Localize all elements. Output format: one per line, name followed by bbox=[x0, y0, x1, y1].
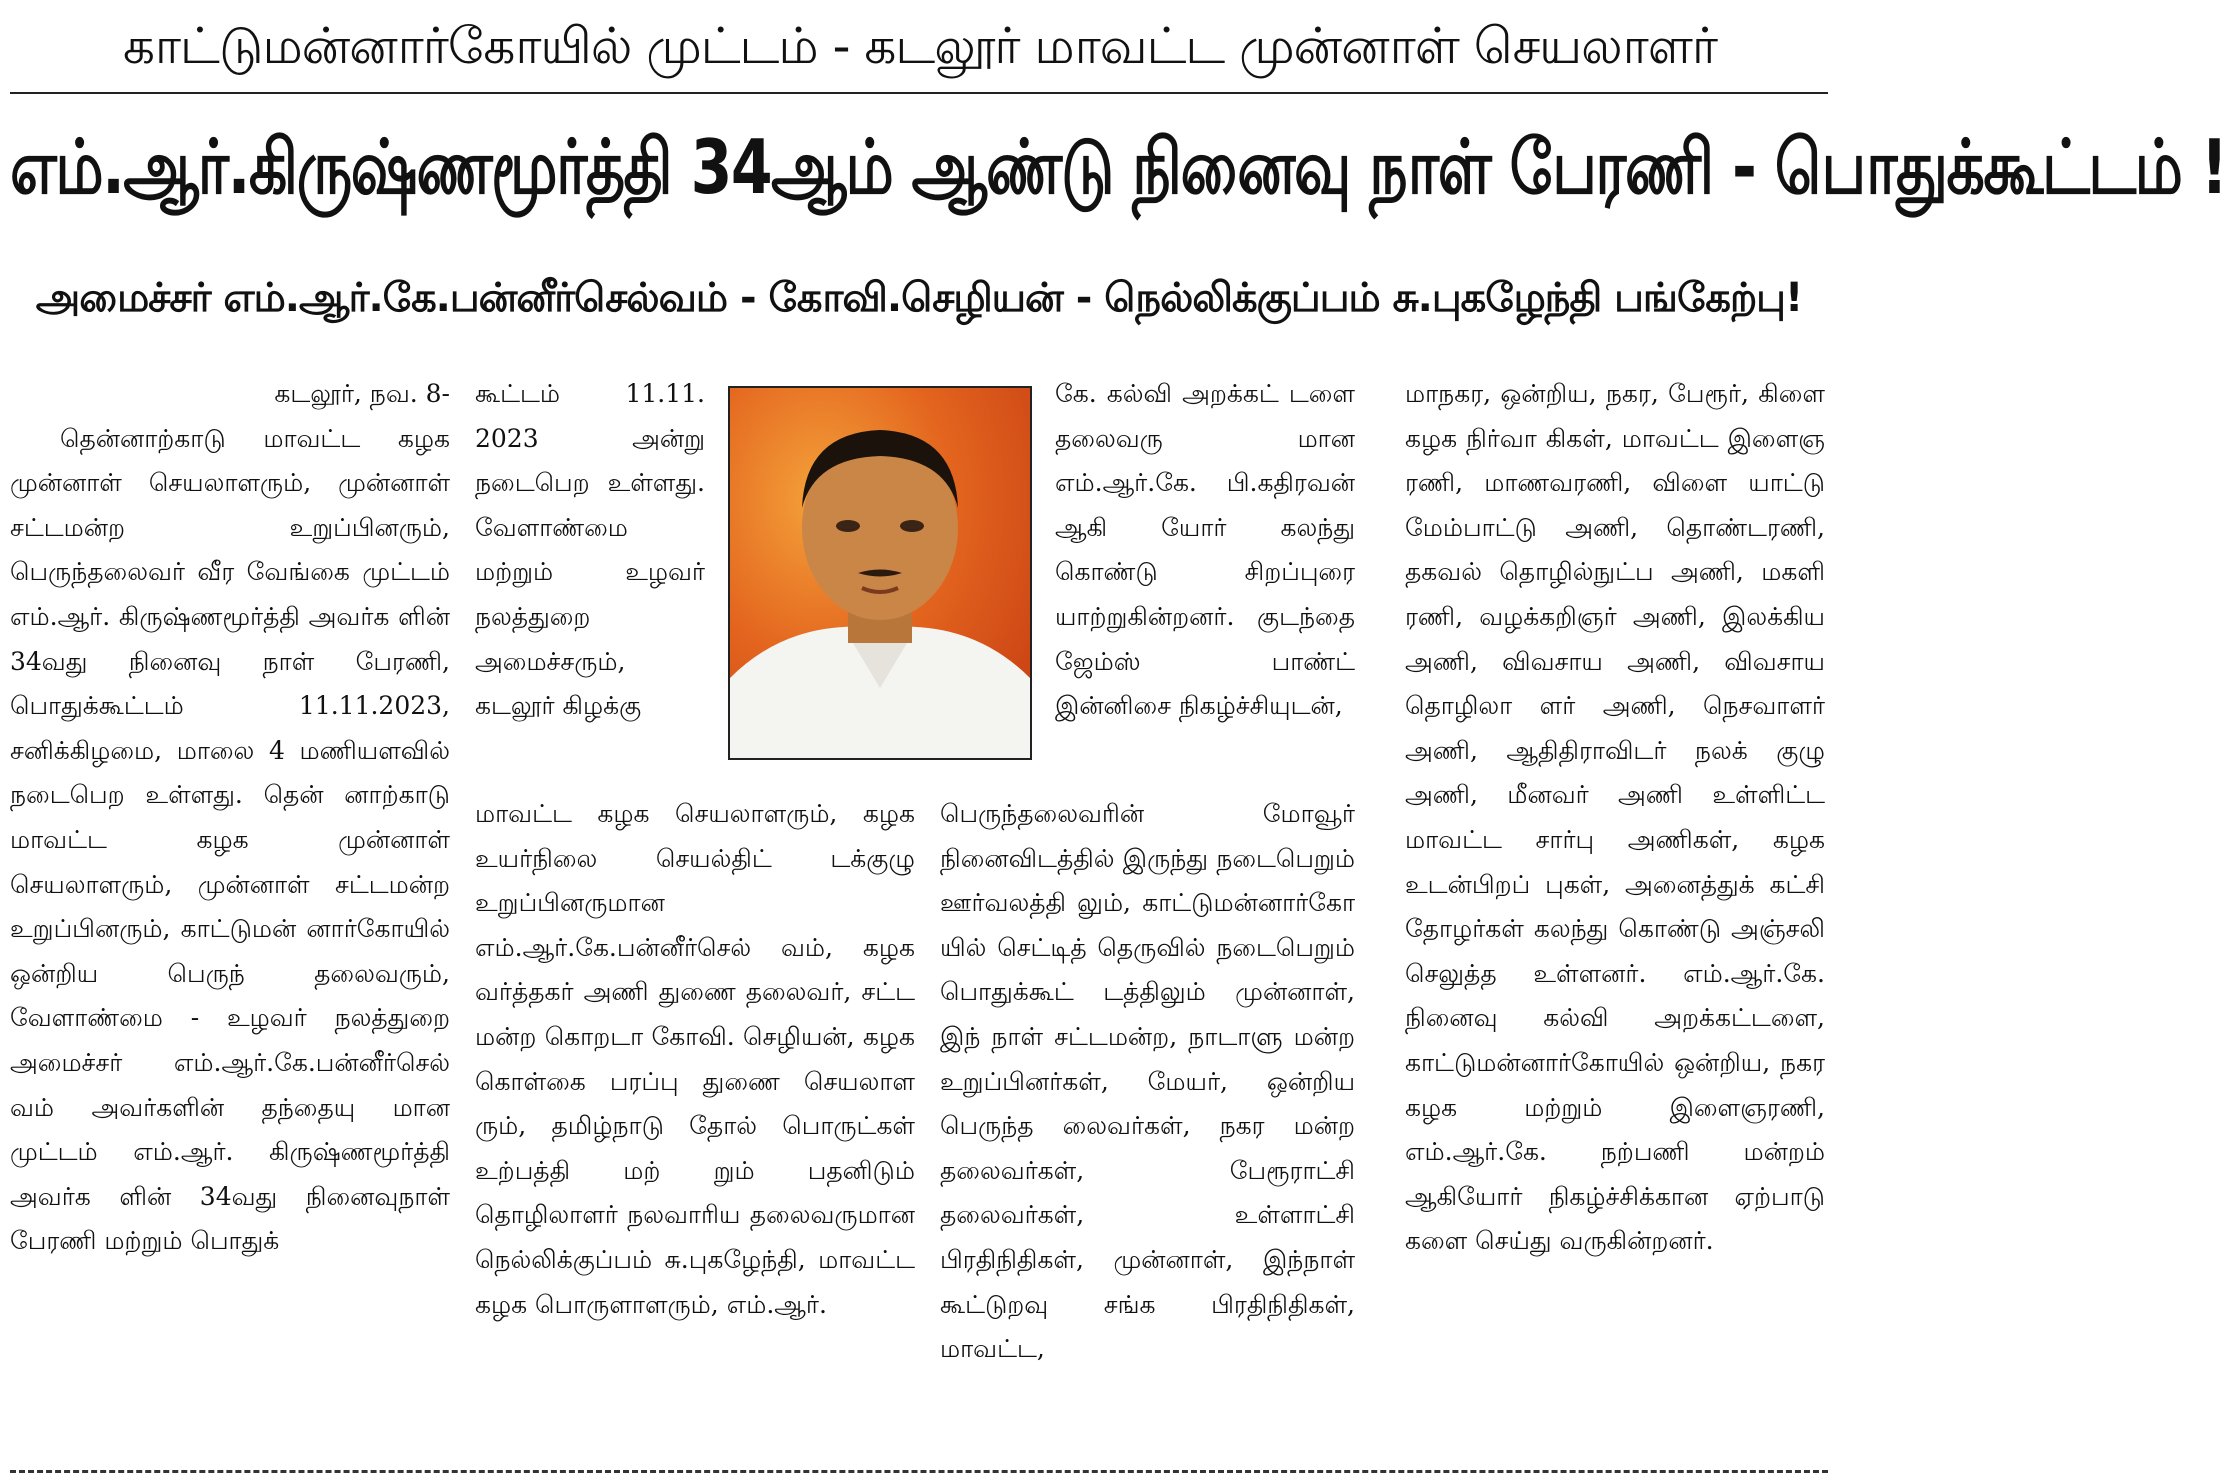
column-2b-text: மாவட்ட கழக செயலாளரும், கழக உயர்நிலை செயல்திட் டக்குழு உறுப்பினருமான எம்.ஆர்.கே.பன்னீர்செல் வம், கழக வர்த்தகர் அணி துணை தலைவர், சட்ட மன்ற கொறடா கோவி. செழியன், கழக கொள்கை பரப்பு துணை செயலாள ரும், தமிழ்நாடு தோல் பொருட்கள் உற்பத்தி மற் றும் பதனிடும் தொழிலாளர் நலவாரிய தலைவருமான நெல்லிக்குப்பம் சு.புகழேந்தி, மாவட்ட கழக பொருளாளரும், எம்.ஆர். bbox=[475, 799, 915, 1319]
article-column-4 bbox=[1405, 372, 1825, 1452]
article-column-2-top bbox=[475, 372, 705, 792]
main-headline: எம்.ஆர்.கிருஷ்ணமூர்த்தி 34ஆம் ஆண்டு நினைவு நாள் பேரணி - பொதுக்கூட்டம் ! bbox=[10, 124, 2227, 212]
sub-headline: அமைச்சர் எம்.ஆர்.கே.பன்னீர்செல்வம் - கோவி.செழியன் - நெல்லிக்குப்பம் சு.புகழேந்தி பங்கேற்பு! bbox=[35, 275, 1803, 321]
column-2a-text: கூட்டம் 11.11. 2023 அன்று நடைபெற உள்ளது. வேளாண்மை மற்றும் உழவர் நலத்துறை அமைச்சரும், கடலூர் கிழக்கு bbox=[475, 379, 705, 721]
column-3a-text: கே. கல்வி அறக்கட் டளை தலைவரு மான எம்.ஆர்.கே. பி.கதிரவன் ஆகி யோர் கலந்து கொண்டு சிறப்புரை யாற்றுகின்றனர். குடந்தை ஜேம்ஸ் பாண்ட் இன்னிசை நிகழ்ச்சியுடன், bbox=[1055, 379, 1355, 721]
article-column-2-bottom bbox=[475, 792, 915, 1452]
dateline: கடலூர், நவ. 8- bbox=[274, 379, 450, 408]
article-column-1 bbox=[10, 372, 450, 1452]
article-column-3-bottom bbox=[940, 792, 1355, 1452]
column-4-text: மாநகர, ஒன்றிய, நகர, பேரூர், கிளை கழக நிர்வா கிகள், மாவட்ட இளைஞ ரணி, மாணவரணி, விளை யாட்டு மேம்பாட்டு அணி, தொண்டரணி, தகவல் தொழில்நுட்ப அணி, மகளி ரணி, வழக்கறிஞர் அணி, இலக்கிய அணி, விவசாய அணி, விவசாய தொழிலா ளர் அணி, நெசவாளர் அணி, ஆதிதிராவிடர் நலக் குழு அணி, மீனவர் அணி உள்ளிட்ட மாவட்ட சார்பு அணிகள், கழக உடன்பிறப் புகள், அனைத்துக் கட்சி தோழர்கள் கலந்து கொண்டு அஞ்சலி செலுத்த உள்ளனர். எம்.ஆர்.கே. நினைவு கல்வி அறக்கட்டளை, காட்டுமன்னார்கோயில் ஒன்றிய, நகர கழக மற்றும் இளைஞரணி, எம்.ஆர்.கே. நற்பணி மன்றம் ஆகியோர் நிகழ்ச்சிக்கான ஏற்பாடு களை செய்து வருகின்றனர். bbox=[1405, 379, 1825, 1256]
kicker-headline: காட்டுமன்னார்கோயில் முட்டம் - கடலூர் மாவட்ட முன்னாள் செயலாளர் bbox=[122, 17, 1718, 75]
column-3b-text: பெருந்தலைவரின் மோவூர் நினைவிடத்தில் இருந்து நடைபெறும் ஊர்வலத்தி லும், காட்டுமன்னார்கோ யில் செட்டித் தெருவில் நடைபெறும் பொதுக்கூட் டத்திலும் முன்னாள், இந் நாள் சட்டமன்ற, நாடாளு மன்ற உறுப்பினர்கள், மேயர், ஒன்றிய பெருந்த லைவர்கள், நகர மன்ற தலைவர்கள், பேரூராட்சி தலைவர்கள், உள்ளாட்சி பிரதிநிதிகள், முன்னாள், இந்நாள் கூட்டுறவு சங்க பிரதிநிதிகள், மாவட்ட, bbox=[940, 799, 1355, 1364]
portrait-photo bbox=[728, 386, 1032, 760]
column-1-text: தென்னாற்காடு மாவட்ட கழக முன்னாள் செயலாளரும், முன்னாள் சட்டமன்ற உறுப்பினரும், பெருந்தலைவர் வீர வேங்கை முட்டம் எம்.ஆர். கிருஷ்ணமூர்த்தி அவர்க ளின் 34வது நினைவு நாள் பேரணி, பொதுக்கூட்டம் 11.11.2023, சனிக்கிழமை, மாலை 4 மணியளவில் நடைபெற உள்ளது. தென் னாற்காடு மாவட்ட கழக முன்னாள் செயலாளரும், முன்னாள் சட்டமன்ற உறுப்பினரும், காட்டுமன் னார்கோயில் ஒன்றிய பெருந் தலைவரும், வேளாண்மை - உழவர் நலத்துறை அமைச்சர் எம்.ஆர்.கே.பன்னீர்செல் வம் அவர்களின் தந்தையு மான முட்டம் எம்.ஆர். கிருஷ்ணமூர்த்தி அவர்க ளின் 34வது நினைவுநாள் பேரணி மற்றும் பொதுக் bbox=[10, 423, 450, 1256]
article-column-3-top bbox=[1055, 372, 1355, 792]
bottom-dashed-rule bbox=[10, 1470, 1828, 1473]
